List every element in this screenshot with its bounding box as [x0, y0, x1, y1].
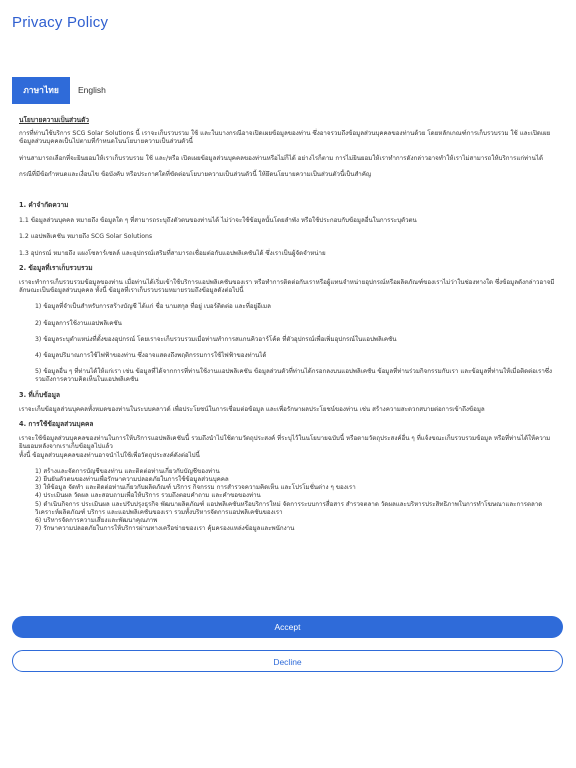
page-title: Privacy Policy: [12, 14, 109, 31]
list-item: 5) ดำเนินกิจการ ประเมินผล และปรับปรุงธุรกิจ พัฒนาผลิตภัณฑ์ แอปพลิเคชันหรือบริการใหม่ จัดการระบบการสื่อสาร สำรวจตลาด วัดผลและบริหารประสิทธิภาพในการทำโฆษณาและการตลาด วิเคราะห์ผลิตภัณฑ์ บริการ และแอปพลิเคชันของเรา รวมทั้งบริหารจัดการแอปพลิเคชันของเรา: [35, 500, 543, 516]
list-item: 2) ข้อมูลการใช้งานแอปพลิเคชัน: [35, 319, 122, 327]
decline-button[interactable]: Decline: [12, 650, 563, 672]
intro-paragraph: กรณีที่มีข้อกำหนดและเงื่อนไข ข้อบังคับ หรือประกาศใดที่ขัดต่อนโยบายความเป็นส่วนตัวนี้ ให้ยึดนโยบายความเป็นส่วนตัวนี้เป็นสำคัญ: [19, 170, 372, 178]
list-item: 7) รักษาความปลอดภัยในการให้บริการผ่านทางเครือข่ายของเรา คุ้มครองแหล่งข้อมูลและพนักงาน: [35, 525, 295, 533]
list-item: 2) ยืนยันตัวตนของท่านเพื่อรักษาความปลอดภัยในการใช้ข้อมูลส่วนบุคคล: [35, 476, 229, 484]
definition-item: 1.2 แอปพลิเคชัน หมายถึง SCG Solar Solutions: [19, 233, 153, 241]
list-item: 4) ข้อมูลปริมาณการใช้ไฟฟ้าของท่าน ซึ่งอาจแสดงถึงพฤติกรรมการใช้ไฟฟ้าของท่านได้: [35, 352, 267, 360]
list-item: 6) บริหารจัดการความเสี่ยงและพัฒนาคุณภาพ: [35, 517, 158, 525]
intro-paragraph: ท่านสามารถเลือกที่จะยินยอมให้เราเก็บรวบรวม ใช้ และ/หรือ เปิดเผยข้อมูลส่วนบุคคลของท่านหรือไม่ก็ได้ อย่างไรก็ตาม การไม่ยินยอมให้เราทำการดังกล่าวอาจทำให้เราไม่สามารถให้บริการแก่ท่านได้: [19, 154, 543, 162]
section-paragraph: เราจะเก็บข้อมูลส่วนบุคคลทั้งหมดของท่านในระบบคลาวด์ เพื่อประโยชน์ในการเชื่อมต่อข้อมูล และเพื่อรักษาผลประโยชน์ของท่าน เช่น สร้างความสะดวกสบายต่อการเข้าถึงข้อมูล: [19, 405, 485, 413]
section-paragraph: เราจะทำการเก็บรวบรวมข้อมูลของท่าน เมื่อท่านได้เริ่มเข้าใช้บริการแอปพลิเคชันของเรา หรือทำการติดต่อกับเราหรือผู้แทนจำหน่ายอุปกรณ์หรือผลิตภัณฑ์ของเราไม่ว่าในช่องทางใด ซึ่งข้อมูลดังกล่าวอาจมีลักษณะเป็นข้อมูลส่วนบุคคล ทั้งนี้ ข้อมูลที่เราเก็บรวบรวมหมายรวมถึงข้อมูลดังต่อไปนี้: [19, 279, 555, 295]
tab-thai[interactable]: ภาษาไทย: [12, 77, 70, 104]
policy-content[interactable]: [19, 114, 559, 570]
section-title: 3. ที่เก็บข้อมูล: [19, 390, 61, 399]
list-item: 5) ข้อมูลอื่น ๆ ที่ท่านได้ให้แก่เรา เช่น ข้อมูลที่ได้จากการที่ท่านใช้งานแอปพลิเคชัน ข้อมูลส่วนตัวที่ท่านได้กรอกลงบนแอปพลิเคชัน ข้อมูลที่ท่านร่วมกิจกรรมกับเรา และข้อมูลที่ท่านให้เมื่อติดต่อเราซึ่งรวมถึงการความคิดเห็นในแอปพลิเคชัน: [35, 368, 553, 384]
tab-english[interactable]: English: [78, 85, 106, 95]
definition-item: 1.1 ข้อมูลส่วนบุคคล หมายถึง ข้อมูลใด ๆ ที่สามารถระบุถึงตัวตนของท่านได้ ไม่ว่าจะใช้ข้อมูลนั้นโดยลำพัง หรือใช้ประกอบกับข้อมูลอื่นในการระบุตัวตน: [19, 217, 417, 225]
language-tabs: [12, 77, 115, 104]
section-paragraph: ทั้งนี้ ข้อมูลส่วนบุคคลของท่านอาจนำไปใช้เพื่อวัตถุประสงค์ดังต่อไปนี้: [19, 451, 200, 459]
list-item: 1) ข้อมูลที่จำเป็นสำหรับการสร้างบัญชี ได้แก่ ชื่อ นามสกุล ที่อยู่ เบอร์ติดต่อ และที่อยู่อีเมล: [35, 303, 271, 311]
list-item: 1) สร้างและจัดการบัญชีของท่าน และติดต่อท่านเกี่ยวกับบัญชีของท่าน: [35, 467, 220, 475]
section-title: 2. ข้อมูลที่เราเก็บรวบรวม: [19, 263, 93, 272]
intro-paragraph: การที่ท่านใช้บริการ SCG Solar Solutions นี้ เราจะเก็บรวบรวม ใช้ และในบางกรณีอาจเปิดเผยข้อมูลของท่าน ซึ่งอาจรวมถึงข้อมูลส่วนบุคคลของท่านด้วย โดยหลักเกณฑ์การเก็บรวบรวม ใช้ และเปิดเผยข้อมูลส่วนบุคคลเป็นไปตามที่กำหนดในนโยบายความเป็นส่วนตัวนี้: [19, 130, 551, 146]
section-paragraph: เราจะใช้ข้อมูลส่วนบุคคลของท่านในการให้บริการแอปพลิเคชันนี้ รวมถึงนำไปใช้ตามวัตถุประสงค์ ที่ระบุไว้ในนโยบายฉบับนี้ หรือตามวัตถุประสงค์อื่น ๆ ที่แจ้งขณะเก็บรวบรวมข้อมูล หรือที่ท่านได้ให้ความยินยอมหลังจากเราเก็บข้อมูลไปแล้ว: [19, 435, 551, 451]
list-item: 4) ประเมินผล วัดผล และสอบถามเพื่อให้บริการ รวมถึงตอบคำถาม และคำขอของท่าน: [35, 492, 261, 500]
accept-button[interactable]: Accept: [12, 616, 563, 638]
policy-heading: นโยบายความเป็นส่วนตัว: [19, 116, 89, 124]
section-title: 1. คำจำกัดความ: [19, 201, 69, 210]
scroll-fade: [0, 560, 576, 574]
list-item: 3) ข้อมูลระบุตำแหน่งที่ตั้งของอุปกรณ์ โดยเราจะเก็บรวบรวมเมื่อท่านทำการสแกนคิวอาร์โค้ด ที่ตัวอุปกรณ์เพื่อเพิ่มอุปกรณ์ในแอปพลิเคชัน: [35, 335, 397, 343]
list-item: 3) ให้ข้อมูล จัดทำ และติดต่อท่านเกี่ยวกับผลิตภัณฑ์ บริการ กิจกรรม การสำรวจความคิดเห็น และโปรโมชั่นต่าง ๆ ของเรา: [35, 484, 356, 492]
definition-item: 1.3 อุปกรณ์ หมายถึง แผงโซลาร์เซลล์ และอุปกรณ์เสริมที่สามารถเชื่อมต่อกับแอปพลิเคชันได้ ซึ่งเราเป็นผู้จัดจำหน่าย: [19, 249, 326, 257]
section-title: 4. การใช้ข้อมูลส่วนบุคคล: [19, 420, 94, 429]
